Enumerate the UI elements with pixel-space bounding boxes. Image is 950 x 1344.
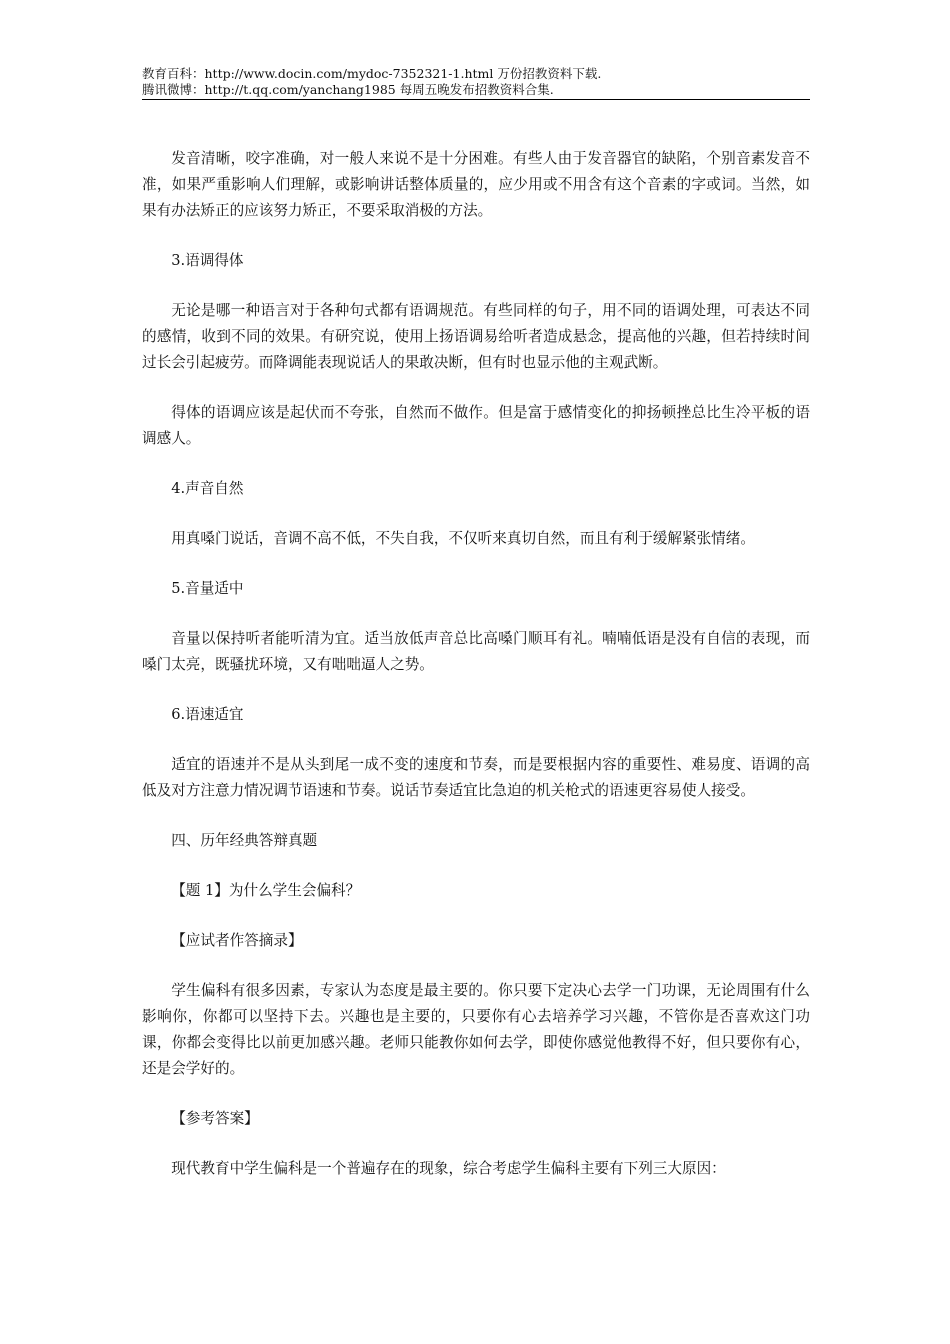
document-body bbox=[142, 146, 810, 1206]
paragraph: 学生偏科有很多因素，专家认为态度是最主要的。你只要下定决心去学一门功课，无论周围有什么影响你，你都可以坚持下去。兴趣也是主要的，只要你有心去培养学习兴趣，不管你是否喜欢这门功课，你都会变得比以前更加感兴趣。老师只能教你如何去学，即使你感觉他教得不好，但只要你有心，还是会学好的。 bbox=[142, 982, 810, 1077]
question-title: 【题 1】为什么学生会偏科？ bbox=[171, 882, 361, 899]
paragraph: 用真嗓门说话，音调不高不低，不失自我，不仅听来真切自然，而且有利于缓解紧张情绪。 bbox=[171, 530, 755, 547]
paragraph: 现代教育中学生偏科是一个普遍存在的现象，综合考虑学生偏科主要有下列三大原因： bbox=[171, 1160, 726, 1177]
reference-answer-label: 【参考答案】 bbox=[171, 1110, 259, 1127]
paragraph: 发音清晰，咬字准确，对一般人来说不是十分困难。有些人由于发音器官的缺陷，个别音素发音不准，如果严重影响人们理解，或影响讲话整体质量的，应少用或不用含有这个音素的字或词。当然，如果有办法矫正的应该努力矫正，不要采取消极的方法。 bbox=[142, 150, 810, 219]
answer-excerpt-label: 【应试者作答摘录】 bbox=[171, 932, 303, 949]
header-line-1: 教育百科：http://www.docin.com/mydoc-7352321-1.html 万份招教资料下载. bbox=[142, 66, 602, 81]
section-heading: 6.语速适宜 bbox=[171, 706, 244, 723]
paragraph: 适宜的语速并不是从头到尾一成不变的速度和节奏，而是要根据内容的重要性、难易度、语调的高低及对方注意力情况调节语速和节奏。说话节奏适宜比急迫的机关枪式的语速更容易使人接受。 bbox=[142, 756, 810, 799]
paragraph: 音量以保持听者能听清为宜。适当放低声音总比高嗓门顺耳有礼。喃喃低语是没有自信的表现，而嗓门太亮，既骚扰环境，又有咄咄逼人之势。 bbox=[142, 630, 810, 673]
header-line-2: 腾讯微博：http://t.qq.com/yanchang1985 每周五晚发布招教资料合集. bbox=[142, 82, 554, 97]
section-heading: 5.音量适中 bbox=[171, 580, 244, 597]
paragraph: 无论是哪一种语言对于各种句式都有语调规范。有些同样的句子，用不同的语调处理，可表达不同的感情，收到不同的效果。有研究说，使用上扬语调易给听者造成悬念，提高他的兴趣，但若持续时间过长会引起疲劳。而降调能表现说话人的果敢决断，但有时也显示他的主观武断。 bbox=[142, 302, 810, 371]
section-heading: 4.声音自然 bbox=[171, 480, 244, 497]
paragraph: 得体的语调应该是起伏而不夸张，自然而不做作。但是富于感情变化的抑扬顿挫总比生冷平板的语调感人。 bbox=[142, 404, 810, 447]
section-heading: 四、历年经典答辩真题 bbox=[171, 832, 318, 849]
page-header bbox=[142, 66, 810, 100]
section-heading: 3.语调得体 bbox=[171, 252, 244, 269]
